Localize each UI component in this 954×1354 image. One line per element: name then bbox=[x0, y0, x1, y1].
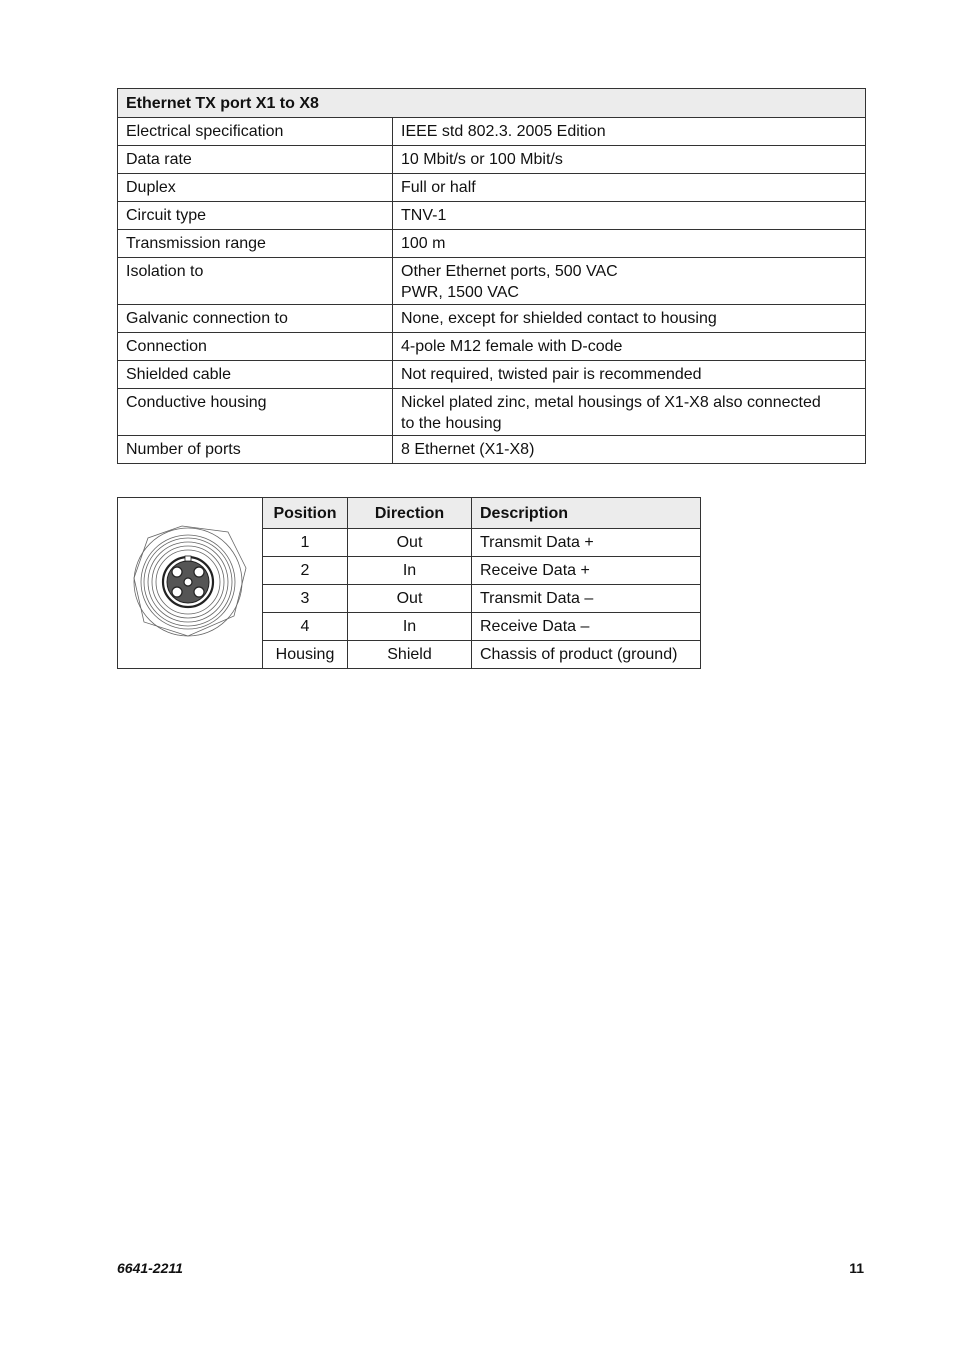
pin-description: Receive Data + bbox=[472, 557, 701, 585]
spec-value bbox=[393, 389, 866, 436]
spec-value-line: PWR, 1500 VAC bbox=[401, 284, 519, 301]
spec-label: Number of ports bbox=[118, 436, 393, 464]
ethernet-spec-table bbox=[117, 88, 866, 464]
spec-value: IEEE std 802.3. 2005 Edition bbox=[393, 118, 866, 146]
table-row bbox=[118, 436, 866, 464]
pin-description: Transmit Data + bbox=[472, 529, 701, 557]
table-row bbox=[118, 230, 866, 258]
table-row bbox=[118, 202, 866, 230]
table-row bbox=[118, 146, 866, 174]
pin-position: 1 bbox=[263, 529, 348, 557]
spec-label: Isolation to bbox=[118, 258, 393, 305]
connector-image-cell bbox=[118, 498, 263, 669]
pin-description: Transmit Data – bbox=[472, 585, 701, 613]
pin-direction: In bbox=[348, 557, 472, 585]
pin-position: 4 bbox=[263, 613, 348, 641]
table-row bbox=[118, 174, 866, 202]
table-row bbox=[118, 361, 866, 389]
table-row bbox=[118, 305, 866, 333]
spec-label: Galvanic connection to bbox=[118, 305, 393, 333]
table-row bbox=[118, 118, 866, 146]
pin-position: Housing bbox=[263, 641, 348, 669]
pin-description: Receive Data – bbox=[472, 613, 701, 641]
pin-direction: Shield bbox=[348, 641, 472, 669]
spec-value: Not required, twisted pair is recommended bbox=[393, 361, 866, 389]
spec-value-line: Nickel plated zinc, metal housings of X1-X8 also connected bbox=[401, 394, 821, 411]
m12-female-connector-icon bbox=[130, 520, 250, 640]
spec-label: Shielded cable bbox=[118, 361, 393, 389]
spec-value: 100 m bbox=[393, 230, 866, 258]
spec-label: Data rate bbox=[118, 146, 393, 174]
pinout-section bbox=[117, 497, 701, 669]
spec-label: Conductive housing bbox=[118, 389, 393, 436]
spec-value: 8 Ethernet (X1-X8) bbox=[393, 436, 866, 464]
direction-header: Direction bbox=[348, 498, 472, 529]
pin-direction: Out bbox=[348, 585, 472, 613]
spec-value: 4-pole M12 female with D-code bbox=[393, 333, 866, 361]
spec-label: Connection bbox=[118, 333, 393, 361]
document-number: 6641-2211 bbox=[117, 1260, 183, 1276]
spec-value: Full or half bbox=[393, 174, 866, 202]
spec-value bbox=[393, 258, 866, 305]
pin-direction: Out bbox=[348, 529, 472, 557]
pin-description: Chassis of product (ground) bbox=[472, 641, 701, 669]
table-row bbox=[118, 258, 866, 305]
spec-label: Duplex bbox=[118, 174, 393, 202]
spec-value-line: Other Ethernet ports, 500 VAC bbox=[401, 263, 618, 280]
spec-label: Circuit type bbox=[118, 202, 393, 230]
pin-direction: In bbox=[348, 613, 472, 641]
spec-value: None, except for shielded contact to housing bbox=[393, 305, 866, 333]
spec-value-line: to the housing bbox=[401, 415, 502, 432]
spec-label: Transmission range bbox=[118, 230, 393, 258]
spec-value: 10 Mbit/s or 100 Mbit/s bbox=[393, 146, 866, 174]
spec-table-title: Ethernet TX port X1 to X8 bbox=[118, 89, 866, 118]
pinout-table bbox=[117, 497, 701, 669]
description-header: Description bbox=[472, 498, 701, 529]
spec-value: TNV-1 bbox=[393, 202, 866, 230]
position-header: Position bbox=[263, 498, 348, 529]
table-row bbox=[118, 333, 866, 361]
pinout-header-row bbox=[118, 498, 701, 529]
pin-position: 2 bbox=[263, 557, 348, 585]
spec-label: Electrical specification bbox=[118, 118, 393, 146]
page-number: 11 bbox=[849, 1260, 864, 1276]
pin-position: 3 bbox=[263, 585, 348, 613]
table-row bbox=[118, 389, 866, 436]
